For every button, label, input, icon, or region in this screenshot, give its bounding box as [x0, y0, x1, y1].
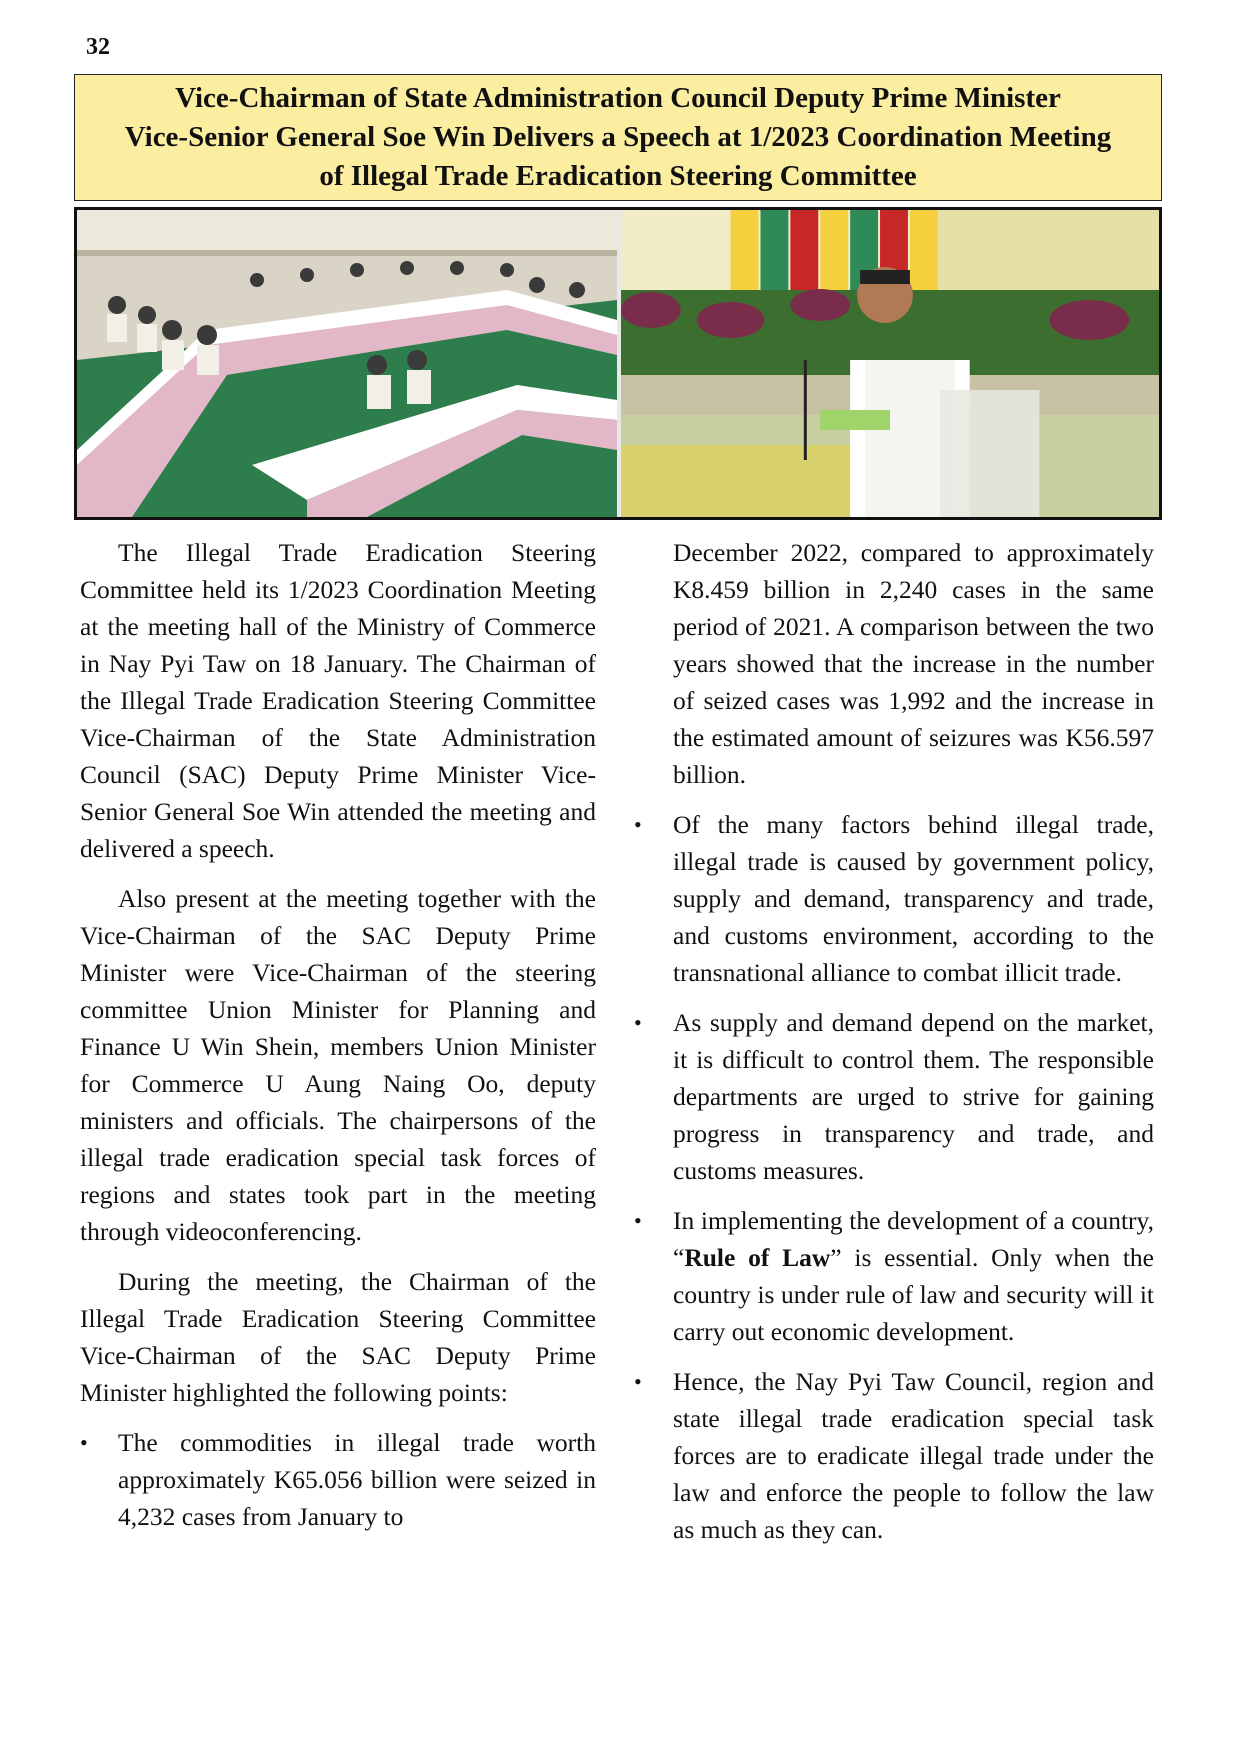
- bullet-text-1: The commodities in illegal trade worth approximately K65.056 billion were seized in 4,232 cases from January to: [118, 1428, 596, 1531]
- bullet-text-4-before: In implementing the development of a country, “: [673, 1206, 1154, 1272]
- meeting-hall-illustration: [77, 210, 617, 517]
- bullet-text-4-after: ” is essential. Only when the country is under rule of law and security will it carry out economic development.: [673, 1243, 1154, 1346]
- headline-line-3: of Illegal Trade Eradication Steering Committee: [319, 160, 917, 192]
- bullet-list-right: [634, 806, 1154, 1548]
- speaker-photo: [621, 210, 1159, 517]
- list-item: [634, 1202, 1154, 1350]
- bullet-icon: •: [634, 812, 642, 837]
- bullet-icon: •: [80, 1430, 88, 1455]
- left-column: [80, 534, 596, 1548]
- list-item: [634, 1363, 1154, 1548]
- photo-strip: [74, 207, 1162, 520]
- headline-line-2: Vice-Senior General Soe Win Delivers a Speech at 1/2023 Coordination Meeting: [124, 121, 1112, 153]
- headline-line-1: Vice-Chairman of State Administration Council Deputy Prime Minister: [175, 82, 1061, 114]
- bullet-text-3: As supply and demand depend on the market, it is difficult to control them. The responsible departments are urged to strive for gaining progress in transparency and trade, and customs measures.: [673, 1008, 1154, 1185]
- page-number: 32: [86, 34, 110, 60]
- bullet-text-4: [673, 1206, 1154, 1346]
- article-paragraph-3: During the meeting, the Chairman of the Illegal Trade Eradication Steering Committee Vice-Chairman of the SAC Deputy Prime Minister highlighted the following points:: [80, 1267, 596, 1407]
- meeting-hall-photo: [77, 210, 621, 517]
- article-paragraph-1: The Illegal Trade Eradication Steering Committee held its 1/2023 Coordination Meeting at the meeting hall of the Ministry of Commerce in Nay Pyi Taw on 18 January. The Chairman of the Illegal Trade Eradication Steering Committee Vice-Chairman of the State Administration Council (SAC) Deputy Prime Minister Vice-Senior General Soe Win attended the meeting and delivered a speech.: [80, 538, 596, 863]
- list-item: [80, 1424, 596, 1535]
- bullet-icon: •: [634, 1369, 642, 1394]
- bullet-list-left: [80, 1424, 596, 1535]
- bullet-text-2: Of the many factors behind illegal trade, illegal trade is caused by government policy, supply and demand, transparency and trade, and customs environment, according to the transnational alliance to combat illicit trade.: [673, 810, 1154, 987]
- bullet-text-1-continued: December 2022, compared to approximately K8.459 billion in 2,240 cases in the same period of 2021. A comparison between the two years showed that the increase in the number of seized cases was 1,992 and the increase in the estimated amount of seizures was K56.597 billion.: [673, 538, 1154, 789]
- bullet-icon: •: [634, 1010, 642, 1035]
- speaker-illustration: [621, 210, 1159, 517]
- list-item: [634, 806, 1154, 991]
- list-item: [634, 1004, 1154, 1189]
- headline-box: [74, 74, 1162, 201]
- right-column: [634, 534, 1154, 1561]
- bullet-text-5: Hence, the Nay Pyi Taw Council, region and state illegal trade eradication special task forces are to eradicate illegal trade under the law and enforce the people to follow the law as much as they can.: [673, 1367, 1154, 1544]
- article-paragraph-2: Also present at the meeting together with the Vice-Chairman of the SAC Deputy Prime Minister were Vice-Chairman of the steering committee Union Minister for Planning and Finance U Win Shein, members Union Minister for Commerce U Aung Naing Oo, deputy ministers and officials. The chairpersons of the illegal trade eradication special task forces of regions and states took part in the meeting through videoconferencing.: [80, 884, 596, 1246]
- rule-of-law-emphasis: Rule of Law: [684, 1243, 831, 1272]
- bullet-icon: •: [634, 1208, 642, 1233]
